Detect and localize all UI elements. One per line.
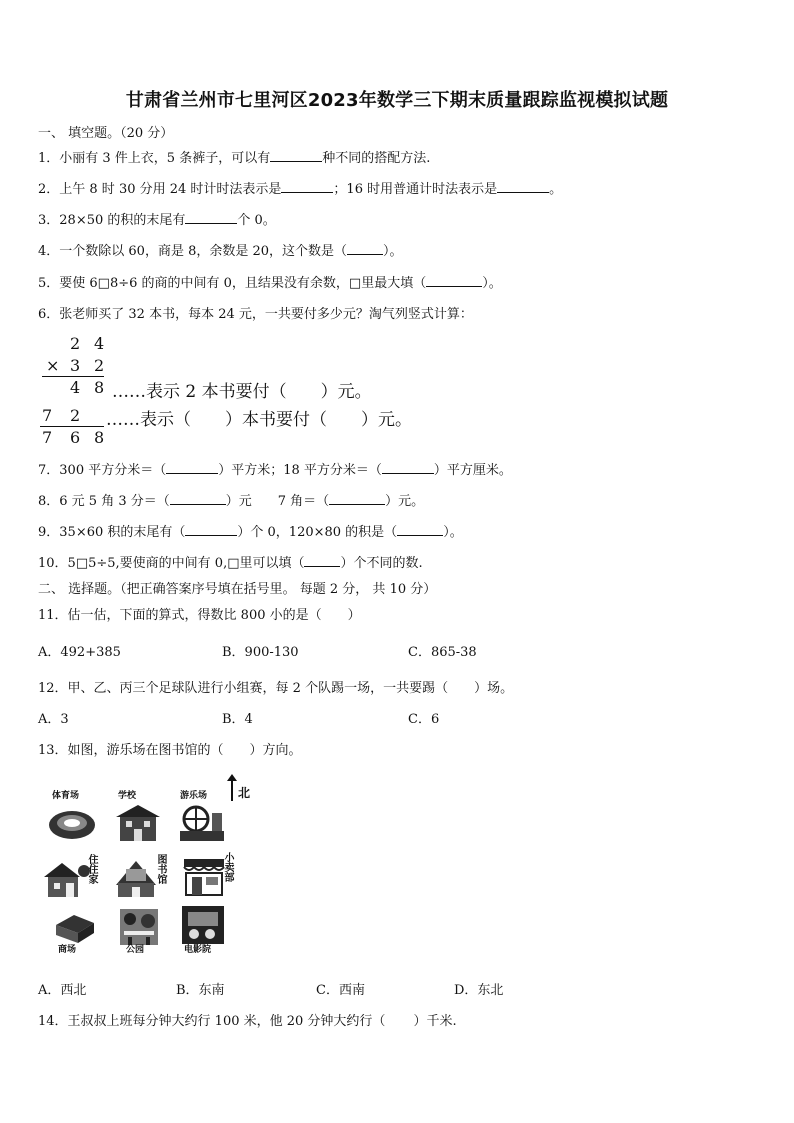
answer-blank[interactable] (185, 523, 237, 536)
q11-option-c[interactable]: C．865-38 (408, 645, 477, 660)
q13-option-a[interactable]: A．西北 (38, 983, 87, 998)
question-8: 8．6 元 5 角 3 分＝（ ）元 7 角＝（ ）元。 (38, 494, 425, 509)
section-1-heading: 一、 填空题。（20 分） (38, 126, 174, 141)
q13-option-c[interactable]: C．西南 (316, 983, 365, 998)
answer-blank[interactable] (304, 554, 340, 567)
exam-page: 甘肃省兰州市七里河区2023年数学三下期末质量跟踪监视模拟试题 一、 填空题。（20 分） 1．小丽有 3 件上衣，5 条裤子，可以有 种不同的搭配方法. 2．上午 8 时 30 分用 24 时计时法表示是 ；16 时用普通计时法表示是 。 3．28×50 的积的末尾有 个 0。 4．一个数除以 60，商是 8，余数是 20，这个数是（ ）。 5．要使 6□8÷6 的商的中间有 0，且结果没有余数，□里最大填（ ）。 6．张老师买了 32 本书，每本 24 元，一共要付多少元？淘气列竖式计算： 2 4 × 3 2 4 8 ……表示 2 本书要付（ ）元。 7 2 ……表示（ ）本书要付（ ）元。 7 6 8 7．300 平方分米＝（ ）平方米；18 平方分米＝（ ）平方厘米。 8．6 元 5 角 3 分＝（ ）元 7 角＝（ ）元。 9．35×60 积的末尾有（ ）个 0，120×80 的积是（ ）。 10．5□5÷5,要使商的中间有 0,□里可以填（ ）个不同的数. 二、 选择题。（把正确答案序号填在括号里。 每题 2 分， 共 10 分） 11．估一估，下面的算式，得数比 800 小的是（ ） A．492+385 B．900-130 C．865-38 12．甲、乙、丙三个足球队进行小组赛，每 2 个队踢一场，一共要踢（ ）场。 A．3 B．4 C．6 13．如图，游乐场在图书馆的（ ）方向。 北 体育场 学校 游乐场 住住家 图书馆 小卖部 商场 公园 电影院 A．西北 B．东南 C．西南 D．东北 14．王叔叔上班每分钟大约行 100 米，他 20 分钟大约行（ ）千米. (0, 0, 794, 1123)
question-4: 4．一个数除以 60，商是 8，余数是 20，这个数是（ ）。 (38, 244, 403, 259)
answer-blank[interactable] (170, 492, 226, 505)
row-2-explanation: ……表示（ ）本书要付（ ）元。 (106, 410, 412, 430)
stadium-icon (46, 798, 98, 848)
question-5: 5．要使 6□8÷6 的商的中间有 0，且结果没有余数，□里最大填（ ）。 (38, 276, 502, 291)
question-14: 14．王叔叔上班每分钟大约行 100 米，他 20 分钟大约行（ ）千米. (38, 1014, 457, 1029)
answer-blank[interactable] (382, 461, 434, 474)
section-2-heading: 二、 选择题。（把正确答案序号填在括号里。 每题 2 分， 共 10 分） (38, 582, 437, 597)
calc-rule (42, 376, 104, 377)
home-icon (40, 854, 92, 904)
question-2: 2．上午 8 时 30 分用 24 时计时法表示是 ；16 时用普通计时法表示是 。 (38, 182, 563, 197)
q12-option-b[interactable]: B．4 (222, 712, 253, 727)
answer-blank[interactable] (281, 180, 333, 193)
question-3: 3．28×50 的积的末尾有 个 0。 (38, 213, 276, 228)
answer-blank[interactable] (185, 211, 237, 224)
question-9: 9．35×60 积的末尾有（ ）个 0，120×80 的积是（ ）。 (38, 525, 463, 540)
q13-option-d[interactable]: D．东北 (454, 983, 504, 998)
page-title: 甘肃省兰州市七里河区2023年数学三下期末质量跟踪监视模拟试题 (125, 90, 669, 111)
question-12: 12．甲、乙、丙三个足球队进行小组赛，每 2 个队踢一场，一共要踢（ ）场。 (38, 681, 514, 696)
north-label: 北 (238, 786, 251, 800)
question-11: 11．估一估，下面的算式，得数比 800 小的是（ ） (38, 608, 361, 623)
question-7: 7．300 平方分米＝（ ）平方米；18 平方分米＝（ ）平方厘米。 (38, 463, 512, 478)
question-6: 6．张老师买了 32 本书，每本 24 元，一共要付多少元？淘气列竖式计算： (38, 307, 473, 322)
calc-rule (40, 426, 104, 427)
home-label: 住住家 (86, 854, 97, 884)
q13-option-b[interactable]: B．东南 (176, 983, 225, 998)
q12-option-c[interactable]: C．6 (408, 712, 440, 727)
school-icon (112, 798, 164, 848)
answer-blank[interactable] (347, 242, 383, 255)
amusement-park-icon (176, 798, 228, 848)
q11-option-b[interactable]: B．900-130 (222, 645, 299, 660)
answer-blank[interactable] (426, 274, 482, 287)
row-1-explanation: ……表示 2 本书要付（ ）元。 (112, 382, 372, 402)
answer-blank[interactable] (329, 492, 385, 505)
north-arrow-icon (231, 779, 233, 801)
answer-blank[interactable] (270, 149, 322, 162)
answer-blank[interactable] (497, 180, 549, 193)
question-10: 10．5□5÷5,要使商的中间有 0,□里可以填（ ）个不同的数. (38, 556, 423, 571)
question-1: 1．小丽有 3 件上衣，5 条裤子，可以有 种不同的搭配方法. (38, 151, 431, 166)
answer-blank[interactable] (397, 523, 443, 536)
answer-blank[interactable] (166, 461, 218, 474)
shop-label: 小卖部 (222, 852, 233, 882)
question-13: 13．如图，游乐场在图书馆的（ ）方向。 (38, 743, 302, 758)
q11-option-a[interactable]: A．492+385 (38, 645, 121, 660)
library-label: 图书馆 (155, 854, 166, 884)
q12-option-a[interactable]: A．3 (38, 712, 69, 727)
